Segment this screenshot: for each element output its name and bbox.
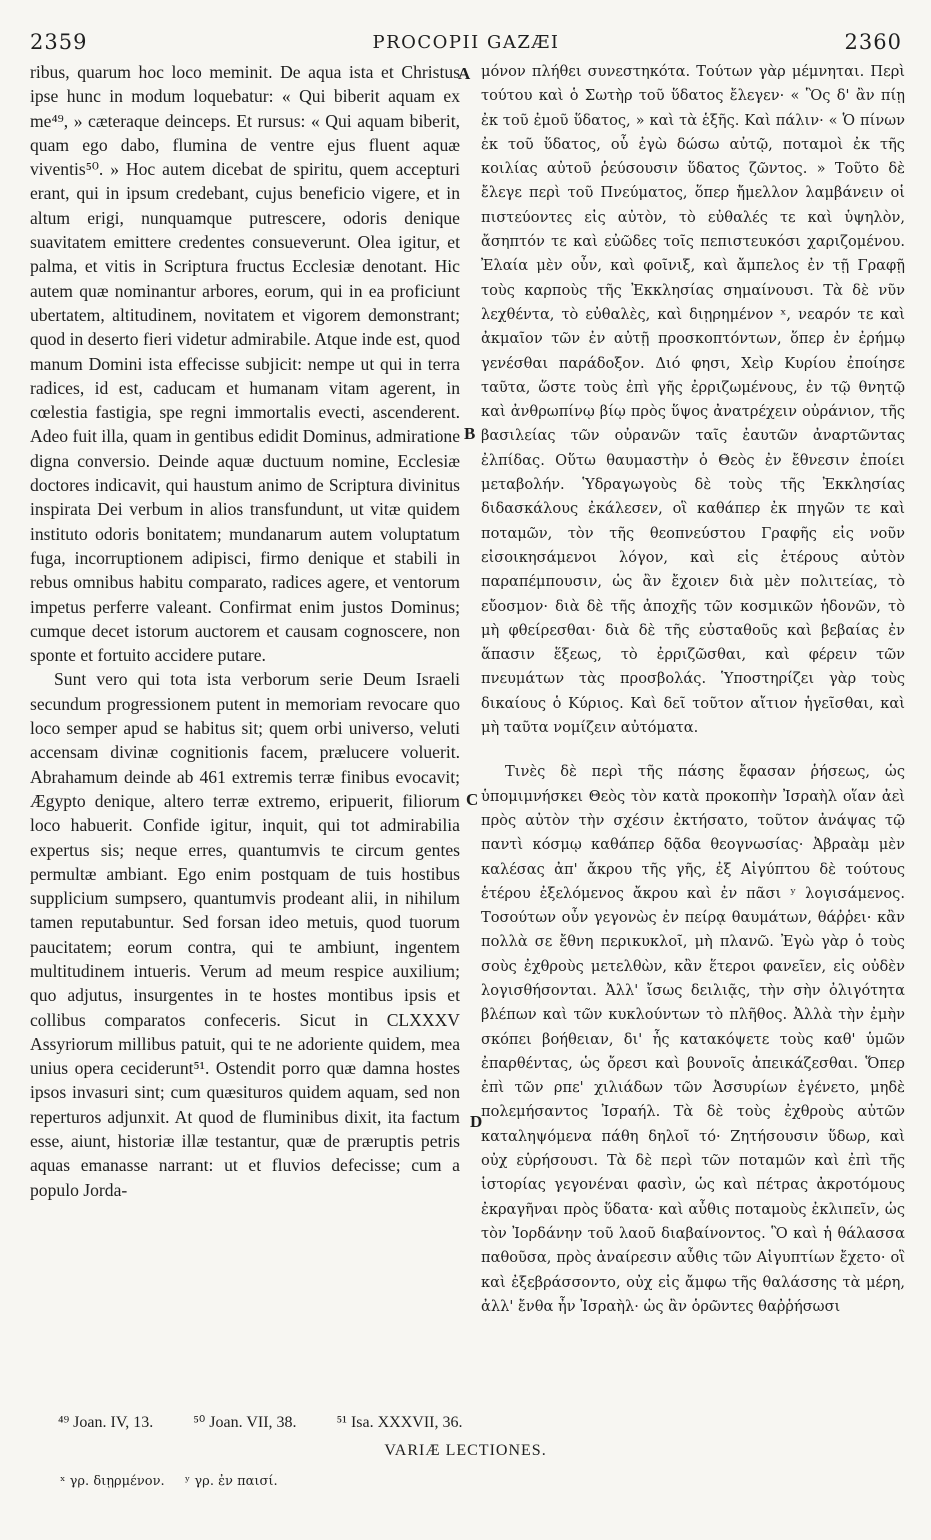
variant-x: ˣ γρ. διῃρμένον. — [60, 1474, 165, 1489]
greek-paragraph-2: Τινὲς δὲ περὶ τῆς πάσης ἔφασαν ῥήσεως, ὡς ὑπομιμνήσκει Θεὸς τὸν κατὰ προκοπὴν Ἰσραὴλ οἵαν ἀεὶ πρὸς αὐτὸν τὴν σχέσιν ἐκτήσατο, τοῦτον ἀνάψας τῷ παντὶ κόσμῳ καθάπερ δᾷδα θεογνωσίας· Ἀβραὰμ μὲν καλέσας ἀπ' ἄκρου τῆς γῆς, ἐξ Αἰγύπτου δὲ τούτους ἑτέρου ἐξελόμενος ἄκρου καὶ ἐν πᾶσι ʸ λογισάμενος. Τοσούτων οὖν γεγονὼς ἐν πείρᾳ θαυμάτων, θάῤῥει· κἂν πολλὰ σε ἔθνη περικυκλοῖ, μὴ πλανῶ. Ἐγὼ γὰρ ὁ τοὺς σοὺς ἐχθροὺς μετελθὼν, κἂν ἕτεροι φανεῖεν, εἰς οὐδὲν λογισθήσονται. Ἀλλ' ἴσως δειλιᾷς, τὴν σὴν ὀλιγότητα βλέπων καὶ τῶν κυκλούντων τὸ πλῆθος. Ἀλλὰ τὴν ἐμὴν σκόπει βοήθειαν, δι' ἧς κατακόψετε τοὺς καθ' ὑμῶν ἐπαρθέντας, ὡς ὄρεσι καὶ βουνοῖς ἀπεικάζεσθαι. Ὅπερ ἐπὶ τῶν ρπε' χιλιάδων τῶν Ἀσσυρίων ἐγένετο, μηδὲ πολεμήσαντος Ἰσραήλ. Τὰ δὲ τοὺς ἐχθροὺς αὐτῶν καταληψόμενα πάθη δηλοῖ τό· Ζητήσουσιν ὕδωρ, καὶ οὐχ εὑρήσουσι. Τὰ δὲ περὶ τῶν ποταμῶν καὶ ἐπὶ τῆς ἱστορίας γεγονέναι φασὶν, ὡς καὶ πέτρας ἀκροτόμους ἐκραγῆναι πρὸς ὕδατα· καὶ αὖθις ποταμοὺς ἐκλιπεῖν, ὡς τὸν Ἰορδάνην τοῦ λαοῦ διαβαίνοντος. Ὃ καὶ ἡ θάλασσα παθοῦσα, πρὸς ἀναίρεσιν αὖθις τῶν Αἰγυπτίων ἔχετο· οἳ καὶ ἐξεβράσσοντο, οὐχ εἰς ἄμφω τῆς θαλάσσης τὰ μέρη, ἀλλ' ἔνθα ἦν Ἰσραὴλ· ὡς ἂν ὁρῶντες θαῤῥήσωσι — [481, 763, 905, 1315]
margin-letter-c: C — [466, 790, 479, 809]
footnote-49: ⁴⁹ Joan. IV, 13. — [58, 1414, 154, 1431]
latin-column — [30, 60, 460, 1378]
variae-lectiones-heading: VARIÆ LECTIONES. — [384, 1442, 547, 1459]
margin-letter-d: D — [470, 1112, 483, 1131]
greek-paragraph-1: μόνον πλήθει συνεστηκότα. Τούτων γὰρ μέμνηται. Περὶ τούτου καὶ ὁ Σωτὴρ τοῦ ὕδατος ἔλεγεν· « Ὃς δ' ἂν πίῃ ἐκ τοῦ ἐμοῦ ὕδατος, » καὶ τὰ ἑξῆς. Καὶ πάλιν· « Ὁ πίνων ἐκ τοῦ ὕδατος, οὗ ἐγὼ δώσω αὐτῷ, ποταμοὶ ἐκ τῆς κοιλίας αὐτοῦ ῥεύσουσιν ὕδατος ζῶντος. » Τοῦτο δὲ ἔλεγε περὶ τοῦ Πνεύματος, ὅπερ ἤμελλον λαμβάνειν οἱ πιστεύοντες εἰς αὐτὸν, τὸ εὐθαλές τε καὶ ὑψηλὸν, ἄσηπτόν τε καὶ εὐῶδες τοῖς πεπιστευκόσι χαριζομένου. Ἐλαία μὲν οὖν, καὶ φοῖνιξ, καὶ ἄμπελος ἐν τῇ Γραφῇ τοὺς καρποὺς τῆς Ἐκκλησίας σημαίνουσι. Τὰ δὲ νῦν λεχθέντα, τὸ εὐθαλὲς, καὶ διῃρημένον ˣ, νεαρόν τε καὶ ἀκμαῖον τῶν ἐν αὐτῇ προσκοπτόντων, ὅπερ ἐν ἐρήμῳ γενέσθαι παράδοξον. Διό φησι, Χεὶρ Κυρίου ἐποίησε ταῦτα, ὥστε τοὺς ἐπὶ γῆς ἐρριζωμένους, ἐν τῷ θνητῷ καὶ ἀνθρωπίνῳ βίῳ πρὸς ὕψος ἀνατρέχειν οὐράνιον, τῆς βασιλείας τῶν οὐρανῶν ταῖς ἐαυτῶν ἀναρτῶντας ἐλπίδας. Οὕτω θαυμαστὴν ὁ Θεὸς ἐν ἔθνεσιν ἐποίει μεταβολήν. Ὑδραγωγοὺς δὲ τοὺς τῆς Ἐκκλησίας διδασκάλους ἐκάλεσεν, οἳ καθάπερ ἐκ πηγῶν τε καὶ ποταμῶν, τὸν τῆς θεοπνεύστου Γραφῆς εἰς νοῦν εἰσοικησάμενοι λόγον, καὶ εἰς ἑτέρους αὐτὸν παραπέμπουσιν, ὡς ἂν ἔχοιεν διὰ μὲν πολιτείας, τὸ εὔοσμον· διὰ δὲ τῆς ἀποχῆς τῶν κοσμικῶν ἡδονῶν, τὸ μὴ φθείρεσθαι· διὰ δὲ τῆς εὐσταθοῦς καὶ βεβαίας ἐν ἅπασιν ἕξεως, τὸ ἐρριζῶσθαι, καὶ φέρειν τῶν πνευμάτων τὰς προσβολάς. Ὑποστηρίζει γὰρ τοὺς δικαίους ὁ Κύριος. Καὶ δεῖ τοῦτον αἴτιον ἡγεῖσθαι, καὶ μὴ ταῦτα νομίζειν αὐτόματα. — [481, 63, 905, 737]
margin-letter-a: A — [458, 64, 471, 83]
latin-paragraph-1: ribus, quarum hoc loco meminit. De aqua ista et Christus ipse hunc in modum loquebatur: « Qui biberit aquam ex me⁴⁹, » cæteraque deinceps. Et rursus: « Qui aquam biberit, quam ego dabo, flumina de ventre ejus fluent aquæ viventis⁵⁰. » Hoc autem dicebat de spiritu, quem accepturi erant, qui in ipsum credebant, cujus beneficio vigere, et in altum erigi, nunquamque putrescere, odoris denique suavitatem emittere credentes consueverunt. Olea igitur, et palma, et vitis in Scriptura fructus Ecclesiæ denotant. Hic autem quæ nominantur arbores, eorum, qui in ea proficiunt ubertatem, altitudinem, novitatem et vigorem demonstrant; quod in deserto fieri videtur admirabile. Atque inde est, quod manum Domini ista effecisse subjicit: nempe ut qui in terra radices, id est, caducam et humanam vitam agerent, in cœlestia fastigia, spe regni immortalis evecti, ascenderent. Adeo fuit illa, quam in gentibus edidit Dominus, admiratione digna conversio. Deinde aquæ ductuum nomine, Ecclesiæ doctores indicavit, qui haustum animo de Scriptura divinitus inspirata Dei verbum in alios transfundunt, ut vitæ quidem instituto odoris bonitatem; mundanarum autem voluptatum fuga, incorruptionem adipisci, firmo denique et stabili in rebus omnibus habitu comparato, radices agere, et ventorum impetus perferre valeant. Confirmat enim justos Dominus; cumque decet istorum auctorem et causam cognoscere, non sponte et fortuito accidere putare. — [30, 62, 460, 666]
page-header — [30, 28, 902, 62]
page-number-right: 2360 — [844, 30, 902, 54]
greek-column — [481, 60, 905, 1378]
running-title: PROCOPII GAZÆI — [372, 32, 560, 53]
latin-paragraph-2: Sunt vero qui tota ista verborum serie Deum Israeli secundum progressionem putent in memoriam revocare quo loco semper apud se habitus sit; quem orbi universo, veluti accensam divinæ cognitionis facem, prælucere voluerit. Abrahamum deinde ab 461 extremis terræ finibus evocavit; Ægypto denique, altero terræ extremo, eripuerit, filiorum loco habuerit. Confide igitur, inquit, qui tot admirabilia expertus sis; neque erres, quantumvis te circum gentes permultæ ambiant. Ego enim postquam de tuis hostibus supplicium sumpsero, quantumvis prodeant alii, in nihilum tamen reputabuntur. Sed forsan ideo metuis, quod tuorum paucitatem; eorum contra, qui te ambiunt, ingentem multitudinem intueris. Verum ad meum respice auxilium; quo adjutus, insurgentes in te hostes montibus ipsis et collibus comparatos confeceris. Sicut in CLXXXV Assyriorum millibus patuit, qui te ne adoriente quidem, mea unius opera ceciderunt⁵¹. Ostendit porro quæ damna hostes ipsos invasuri sint; cum quæsituros quidem aquam, sed non reperturos adjunxit. At quod de fluminibus dixit, ita factum esse, aiunt, historiæ illæ testantur, quæ de præruptis petris aquas emanasse narrant: ut et fluvios defecisse; cum a populo Jorda- — [30, 669, 460, 1200]
variant-readings — [60, 1474, 294, 1489]
margin-letter-b: B — [464, 424, 476, 443]
page-number-left: 2359 — [30, 30, 88, 54]
variant-y: ʸ γρ. ἐν παισί. — [184, 1474, 278, 1489]
footnote-51: ⁵¹ Isa. XXXVII, 36. — [336, 1414, 463, 1431]
footnotes — [58, 1412, 898, 1432]
footnote-50: ⁵⁰ Joan. VII, 38. — [193, 1414, 297, 1431]
